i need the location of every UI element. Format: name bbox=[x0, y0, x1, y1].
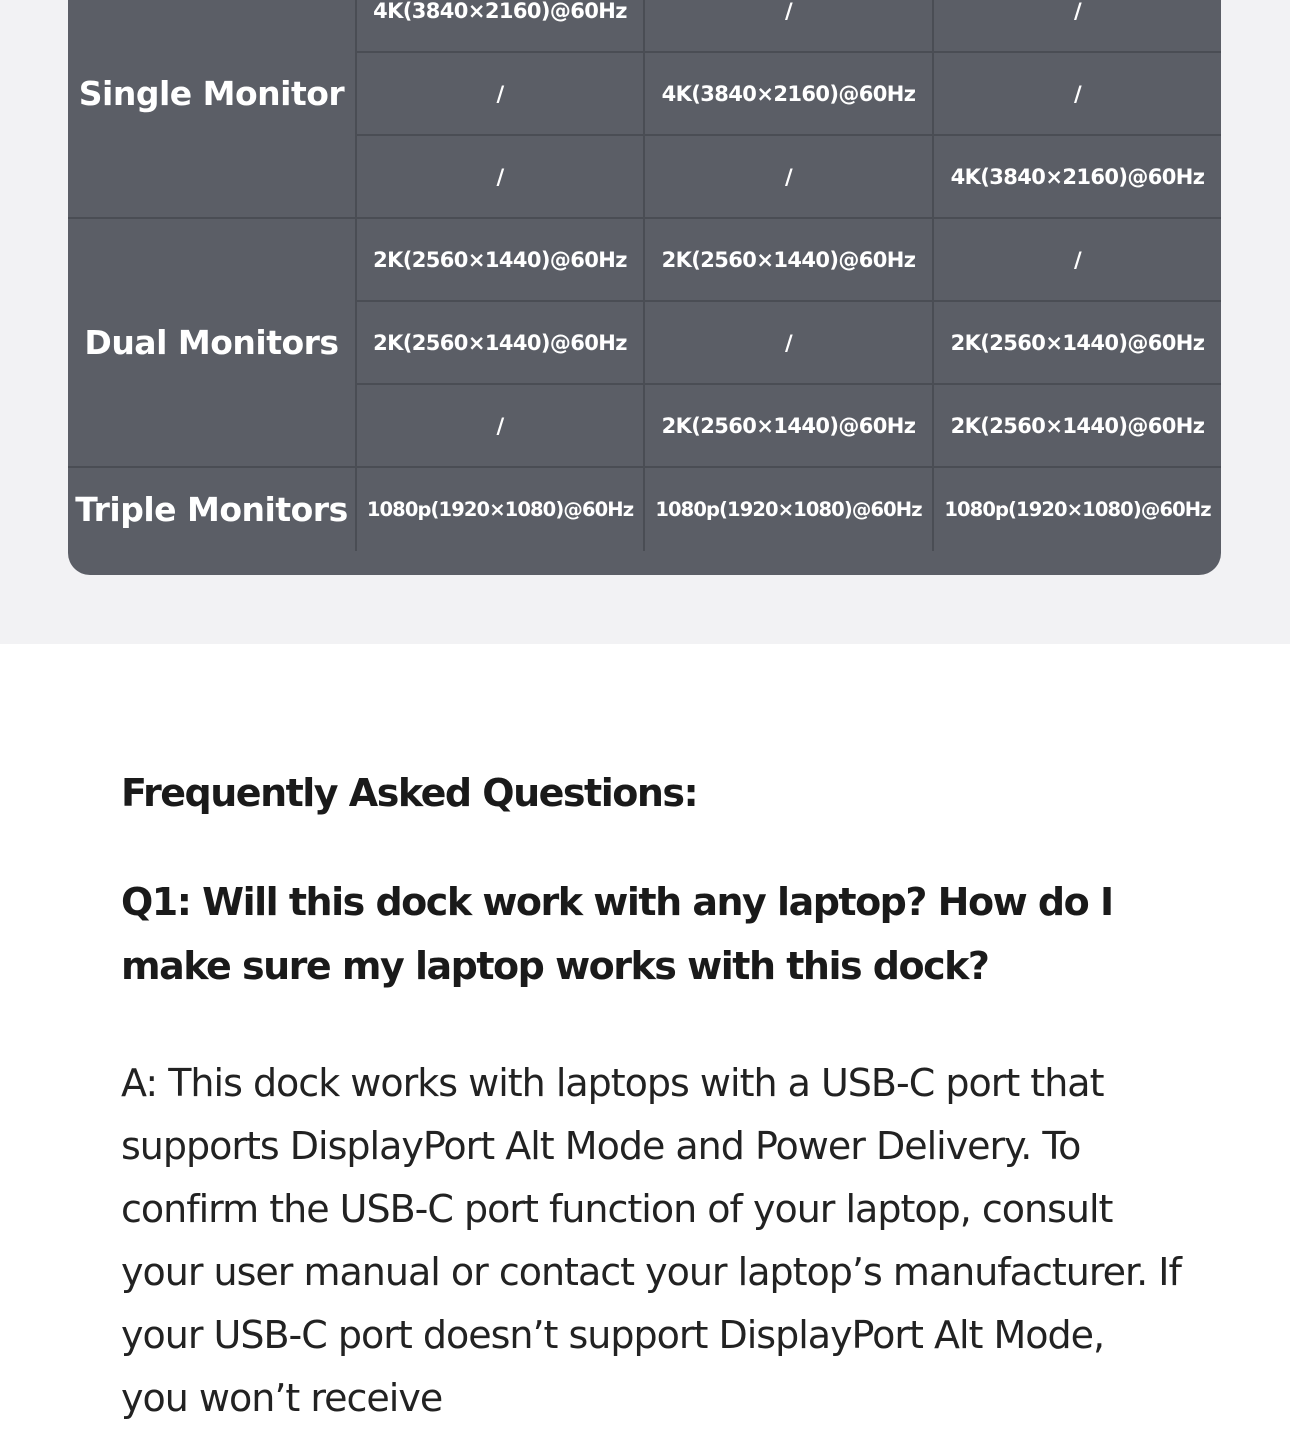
row-group-label: Dual Monitors bbox=[68, 219, 355, 468]
row-group-label: Triple Monitors bbox=[75, 490, 348, 529]
table-cell: 4K(3840×2160)@60Hz bbox=[643, 53, 932, 136]
table-cell: 2K(2560×1440)@60Hz bbox=[355, 302, 643, 385]
table-cell: 1080p(1920×1080)@60Hz bbox=[932, 468, 1221, 551]
table-cell: / bbox=[643, 0, 932, 53]
table-cell: / bbox=[932, 0, 1221, 53]
table-cell: / bbox=[355, 385, 643, 468]
faq-section bbox=[121, 760, 1181, 1430]
table-cell: / bbox=[355, 136, 643, 219]
table-cell: 1080p(1920×1080)@60Hz bbox=[355, 468, 643, 551]
table-cell: / bbox=[643, 136, 932, 219]
table-cell: 2K(2560×1440)@60Hz bbox=[355, 219, 643, 302]
faq-heading: Frequently Asked Questions: bbox=[121, 771, 698, 815]
table-cell: / bbox=[932, 53, 1221, 136]
table-cell: 4K(3840×2160)@60Hz bbox=[355, 0, 643, 53]
table-cell: 4K(3840×2160)@60Hz bbox=[932, 136, 1221, 219]
table-cell: / bbox=[355, 53, 643, 136]
table-cell: / bbox=[643, 302, 932, 385]
table-cell: 2K(2560×1440)@60Hz bbox=[643, 385, 932, 468]
table-cell: 2K(2560×1440)@60Hz bbox=[932, 385, 1221, 468]
table-cell: 2K(2560×1440)@60Hz bbox=[932, 302, 1221, 385]
table-cell: 1080p(1920×1080)@60Hz bbox=[643, 468, 932, 551]
spec-section bbox=[0, 0, 1290, 644]
table-cell: / bbox=[932, 219, 1221, 302]
resolution-table bbox=[68, 0, 1221, 575]
table-cell: 2K(2560×1440)@60Hz bbox=[643, 219, 932, 302]
row-group-label: Single Monitor bbox=[68, 0, 355, 219]
faq-answer: A: This dock works with laptops with a USB-C port that supports DisplayPort Alt Mode and Power Delivery. To confirm the USB-C port function of your laptop, consult your user manual or contact your laptop’s manufacturer. If your USB-C port doesn’t support DisplayPort Alt Mode, you won’t receive bbox=[121, 1061, 1181, 1420]
faq-question: Q1: Will this dock work with any laptop? How do I make sure my laptop works with this dock? bbox=[121, 880, 1113, 988]
